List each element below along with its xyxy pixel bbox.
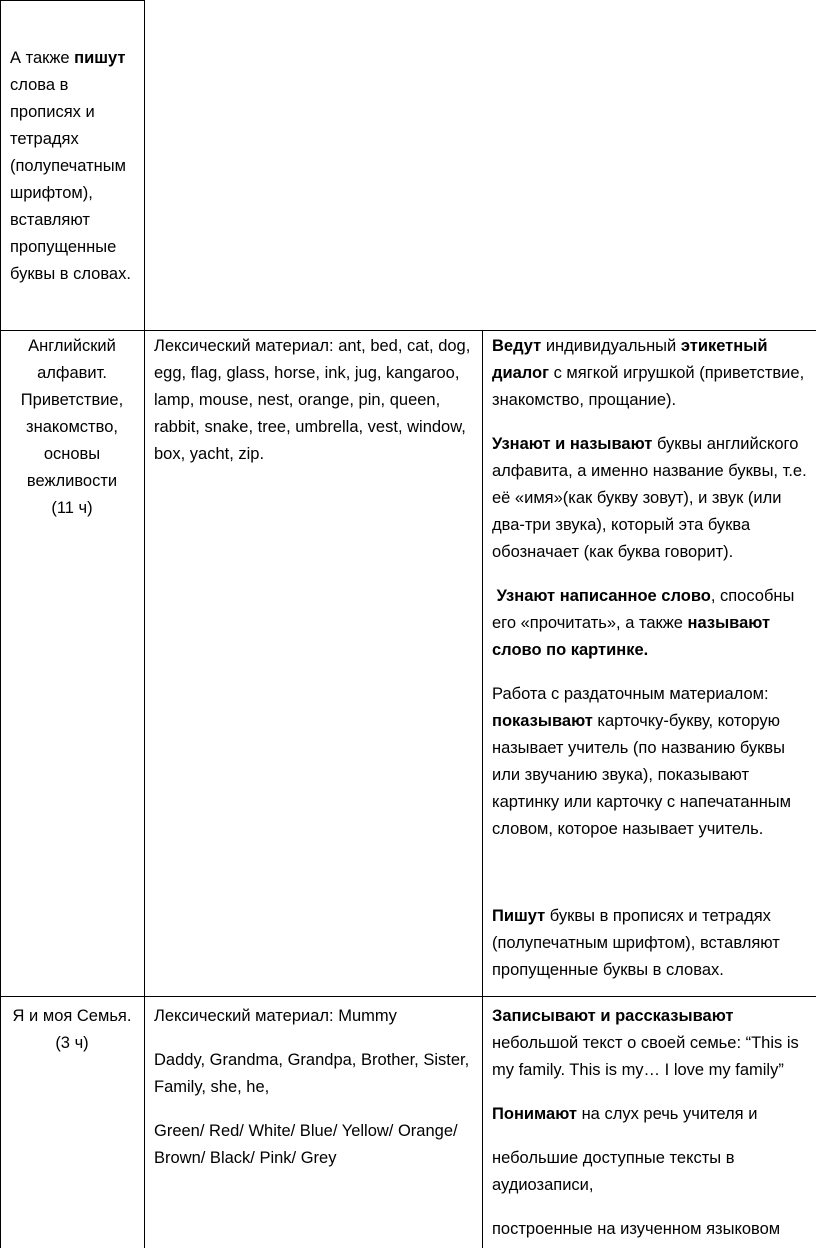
row3-activities-cell — [492, 1003, 816, 1243]
table-border-top — [0, 0, 145, 1]
row3-activity-3: небольшие доступные тексты в аудиозаписи, — [492, 1149, 735, 1194]
row3-topic: Я и моя Семья. — [12, 1007, 132, 1025]
table-border-left — [0, 0, 1, 1248]
row3-vocab-2: Daddy, Grandma, Grandpa, Brother, Sister, Family, she, he, — [154, 1051, 470, 1096]
row3-vocab-3: Green/ Red/ White/ Blue/ Yellow/ Orange/ Brown/ Black/ Pink/ Grey — [154, 1122, 458, 1167]
row3-activity-4: построенные на изученном языковом — [492, 1220, 781, 1238]
row3-vocab-1: Лексический материал: Mummy — [154, 1007, 397, 1025]
row2-activity-3: Узнают написанное слово, способны его «прочитать», а также называют слово по картинке. — [492, 587, 795, 659]
row3-activity-1: Записывают и рассказывают небольшой текст о своей семье: “This is my family. This is my… I love my family” — [492, 1007, 799, 1079]
table-border-col1 — [144, 0, 145, 1248]
row3-hours: (3 ч) — [55, 1034, 89, 1052]
row3-activity-2: Понимают на слух речь учителя и — [492, 1105, 758, 1123]
row2-topic-cell — [3, 333, 141, 522]
row2-activities-cell — [492, 333, 816, 984]
row3-vocab-cell — [154, 1003, 476, 1172]
row-divider-1 — [0, 330, 816, 331]
row-divider-2 — [0, 996, 816, 997]
row1-col1-text: А также пишут слова в прописях и тетрадях (полупечатным шрифтом), вставляют пропущенные буквы в словах. — [10, 49, 131, 283]
row1-col1-cell — [10, 45, 140, 288]
row2-activity-4: Работа с раздаточным материалом: показывают карточку-букву, которую называет учитель (по названию буквы или звучанию звука), показывают картинку или карточку с напечатанным словом, которое называет учитель. — [492, 685, 792, 838]
row2-activity-2: Узнают и называют буквы английского алфавита, а именно название буквы, т.е. её «имя»(как букву зовут), и звук (или два-три звука), который эта буква обозначает (как буква говорит). — [492, 435, 807, 561]
row3-topic-cell — [3, 1003, 141, 1057]
row2-vocab: Лексический материал: ant, bed, cat, dog, egg, flag, glass, horse, ink, jug, kangaroo, lamp, mouse, nest, orange, pin, queen, rabbit, snake, tree, umbrella, vest, window, box, yacht, zip. — [154, 337, 471, 463]
row2-vocab-cell — [154, 333, 476, 468]
row2-hours: (11 ч) — [51, 499, 93, 517]
row2-activity-5: Пишут буквы в прописях и тетрадях (полупечатным шрифтом), вставляют пропущенные буквы в словах. — [492, 907, 780, 979]
row2-activity-1: Ведут индивидуальный этикетный диалог с мягкой игрушкой (приветствие, знакомство, прощание). — [492, 337, 805, 409]
table-border-col2 — [482, 330, 483, 1248]
row2-topic: Английский алфавит. Приветствие, знакомство, основы вежливости — [20, 337, 124, 490]
